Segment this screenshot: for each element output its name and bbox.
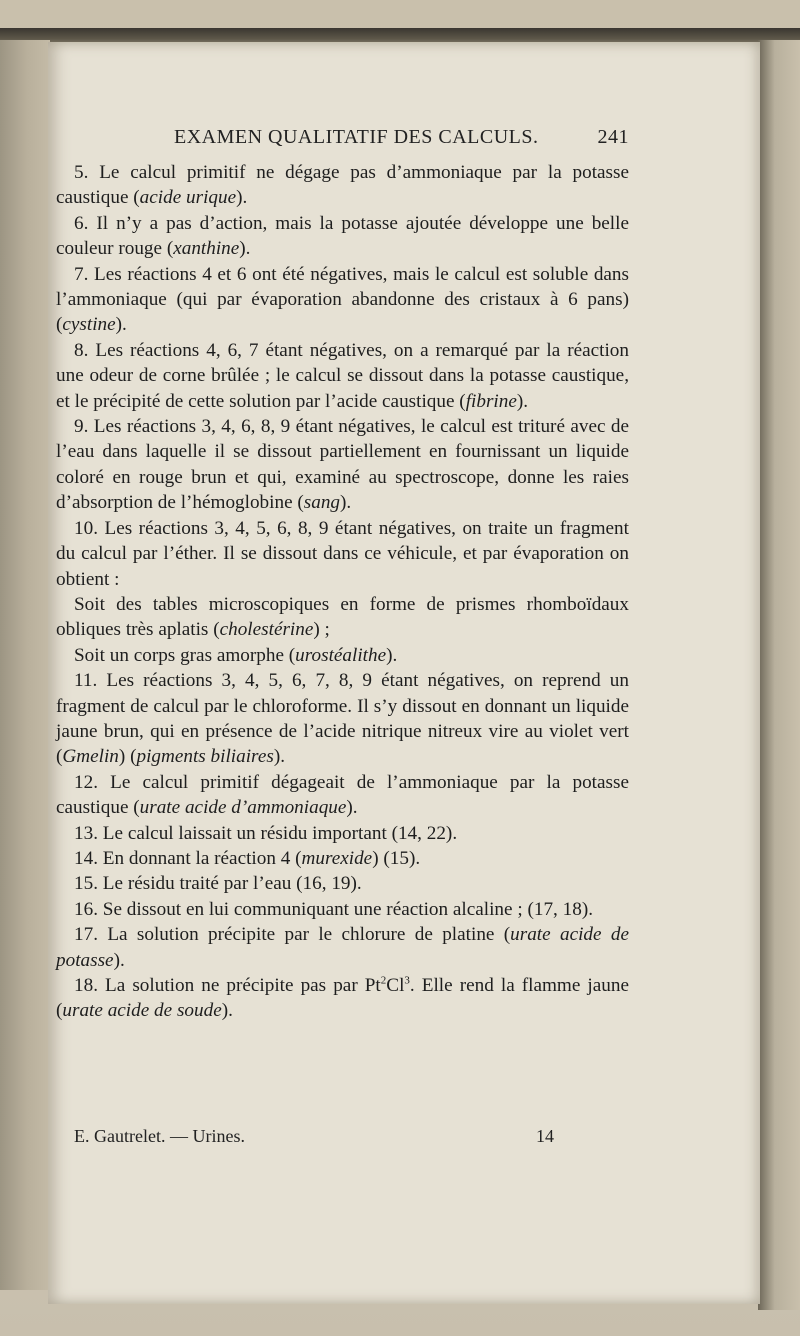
paragraph: 10. Les réactions 3, 4, 5, 6, 8, 9 étant négatives, on traite un fragment du calcul par l’éther. Il se dissout dans ce véhicule, et par évaporation on obtient : — [56, 517, 629, 590]
book-spine-shadow — [0, 40, 50, 1290]
paragraph: 9. Les réactions 3, 4, 6, 8, 9 étant négatives, le calcul est trituré avec de l’eau dans laquelle il se dissout partiellement en fournissant un liquide coloré en rouge brun et qui, examiné au spectroscope, donne les raies d’absorption de l’hémoglobine (sang). — [56, 416, 629, 514]
page-footer — [74, 1126, 554, 1152]
paragraph: 8. Les réactions 4, 6, 7 étant négatives, on a remarqué par la réaction une odeur de corne brûlée ; le calcul se dissout dans la potasse caustique, et le précipité de cette solution par l’acide caustique (fibrine). — [56, 339, 629, 412]
paragraph: 5. Le calcul primitif ne dégage pas d’ammoniaque par la potasse caustique (acide urique). — [56, 162, 629, 209]
paragraph: 15. Le résidu traité par l’eau (16, 19). — [74, 873, 362, 895]
book-page-edges — [758, 40, 800, 1310]
paragraph: Soit un corps gras amorphe (urostéalithe). — [74, 644, 398, 666]
paragraph: 6. Il n’y a pas d’action, mais la potasse ajoutée développe une belle couleur rouge (xanthine). — [56, 212, 629, 260]
footer-author: E. Gautrelet. — Urines. — [74, 1126, 245, 1146]
body-text — [56, 160, 629, 1024]
paragraph: 14. En donnant la réaction 4 (murexide) (15). — [74, 847, 421, 869]
paragraph: 16. Se dissout en lui communiquant une réaction alcaline ; (17, 18). — [74, 898, 594, 920]
paragraph: 13. Le calcul laissait un résidu important (14, 22). — [74, 822, 458, 844]
signature-mark: 14 — [536, 1126, 554, 1146]
paragraph: Soit des tables microscopiques en forme de prismes rhomboïdaux obliques très aplatis (cholestérine) ; — [56, 593, 629, 641]
paragraph: 17. La solution précipite par le chlorure de platine (urate acide de potasse). — [56, 924, 629, 971]
paragraph: 18. La solution ne précipite pas par Pt$^2$Cl$^3$. Elle rend la flamme jaune (urate acide de soude). — [56, 974, 629, 1022]
paragraph: 12. Le calcul primitif dégageait de l’ammoniaque par la potasse caustique (urate acide d’ammoniaque). — [56, 771, 629, 819]
running-header — [174, 126, 629, 154]
running-title: EXAMEN QUALITATIF DES CALCULS. — [174, 126, 539, 148]
page-number: 241 — [597, 126, 629, 148]
paragraph: 7. Les réactions 4 et 6 ont été négatives, mais le calcul est soluble dans l’ammoniaque (qui par évaporation abandonne des cristaux à 6 pans) (cystine). — [56, 263, 629, 336]
paragraph: 11. Les réactions 3, 4, 5, 6, 7, 8, 9 étant négatives, on reprend un fragment de calcul par le chloroforme. Il s’y dissout en donnant un liquide jaune brun, qui en présence de l’acide nitrique nitreux vire au violet vert (Gmelin) (pigments biliaires). — [56, 670, 629, 768]
